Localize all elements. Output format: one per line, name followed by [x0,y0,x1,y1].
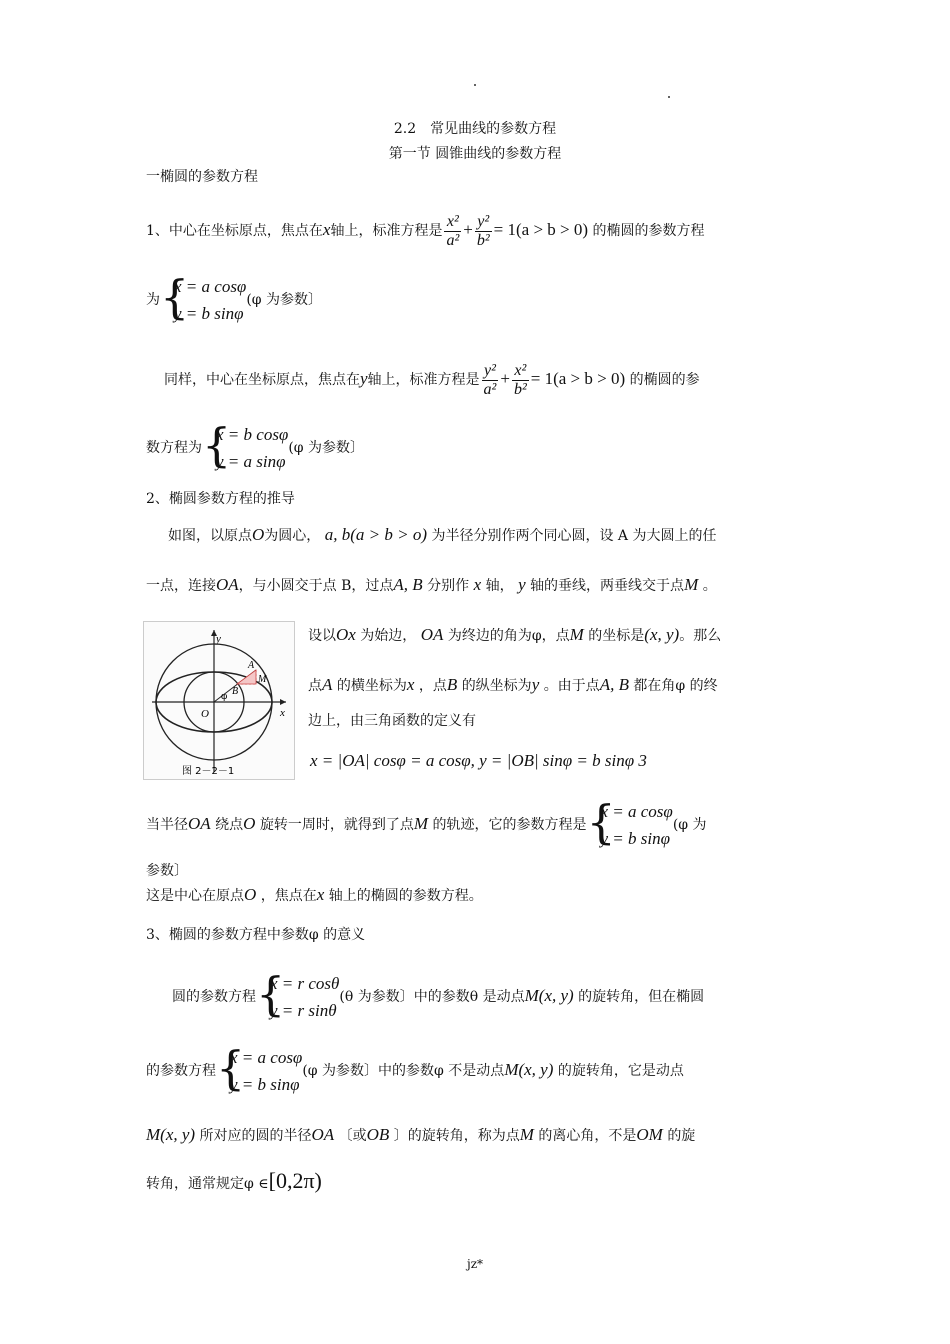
p1-lead: 1、中心在坐标原点，焦点在 [146,223,323,239]
paragraph-4: 一点，连接OA，与小圆交于点 B，过点A, B 分别作 x 轴， y 轴的垂线，两垂线交于点M 。 [146,575,717,594]
system-circle: { x = r cosθ y = r sinθ [256,967,340,1021]
p1b-note: (φ 为参数〕 [246,292,323,308]
p2-tail: 的椭圆的参 [629,372,700,388]
p2-cond: = 1(a > b > 0) [530,369,626,388]
p1-tail: 的椭圆的参数方程 [592,223,705,239]
fig-label-phi: φ [221,692,228,702]
paragraph-6: 点A 的横坐标为x ，点B 的纵坐标为y 。由于点A, B 都在角φ 的终 [308,675,718,694]
paragraph-14: M(x, y) 所对应的圆的半径OA 〔或OB 〕的旋转角，称为点M 的离心角，不是OM 的旋 [146,1125,696,1144]
page-footer: jz* [466,1257,484,1271]
p2-frac1: $\frac{\text{y²}}{\text{a²}}$ [483,361,497,398]
paragraph-2 [164,357,828,401]
p1-cond: = 1(a > b > 0) [493,220,589,239]
paragraph-2b [146,420,810,476]
fig-label-M: M [258,674,267,685]
fig-label-B: B [232,686,239,697]
top-dot-left [474,84,476,86]
paragraph-13: 的参数方程 { x = a cosφ y = b sinφ (φ 为参数〕中的参数φ 不是动点M(x, y) 的旋转角，它是动点 [146,1042,810,1098]
fig-label-A: A [248,660,255,671]
paragraph-11: 这是中心在原点O ，焦点在x 轴上的椭圆的参数方程。 [146,885,483,904]
system-ellipse-param: { x = a cosφ y = b sinφ [216,1041,303,1095]
page-title: 2.2 常见曲线的参数方程 [393,121,557,137]
p2-y: y [360,369,368,388]
section-title: 第一节 圆锥曲线的参数方程 [388,146,562,162]
p1-plus: + [463,220,473,239]
system-ellipse-x: { x = a cosφ y = b sinφ [160,270,247,324]
paragraph-9: 当半径OA 绕点O 旋转一周时，就得到了点M 的轨迹，它的参数方程是 { x = a cosφ y = b sinφ (φ 为 [146,796,810,852]
heading-meaning: 3、椭圆的参数方程中参数φ 的意义 [146,927,366,943]
p1-frac1: $\frac{\text{x²}}{\text{a²}}$ [446,212,460,249]
paragraph-1 [146,208,810,252]
p2-lead: 同样，中心在坐标原点，焦点在 [164,372,360,388]
paragraph-3: 如图，以原点O为圆心， a, b(a > b > o) 为半径分别作两个同心圆，设 A 为大圆上的任 [168,525,717,544]
system-trajectory: { x = a cosφ y = b sinφ [586,795,673,849]
fig-label-O: O [201,708,209,720]
top-dot-right [668,96,670,98]
figure-concentric-circles [143,621,295,780]
p2-plus: + [500,369,510,388]
figure-svg [144,622,294,779]
p2-mid: 轴上，标准方程是 [367,372,480,388]
system-ellipse-y: { x = b cosφ y = a sinφ [202,418,289,472]
paragraph-7: 边上，由三角函数的定义有 [308,713,476,729]
fig-label-y: y [216,633,221,645]
p2b-lead: 数方程为 [146,440,202,456]
paragraph-15: 转角，通常规定φ ∈[0,2π) [146,1168,322,1193]
heading-derivation: 2、椭圆参数方程的推导 [146,491,295,507]
p2-frac2: $\frac{\text{x²}}{\text{b²}}$ [513,361,527,398]
p1-frac2: $\frac{\text{y²}}{\text{b²}}$ [476,212,490,249]
fig-label-x: x [280,707,285,719]
heading-ellipse: 一椭圆的参数方程 [146,169,258,185]
paragraph-8-equation: x = |OA| cosφ = a cosφ, y = |OB| sinφ = b sinφ 3 [310,751,647,770]
figure-caption: 图 2－2－1 [182,766,235,777]
p1-x: x [322,220,331,239]
paragraph-5: 设以Ox 为始边， OA 为终边的角为φ，点M 的坐标是(x, y)。那么 [308,625,722,644]
paragraph-10: 参数〕 [146,863,188,879]
p2b-note: (φ 为参数〕 [288,440,365,456]
p1-mid: 轴上，标准方程是 [330,223,443,239]
paragraph-1b [146,272,810,328]
paragraph-12: 圆的参数方程 { x = r cosθ y = r sinθ (θ 为参数〕中的参数θ 是动点M(x, y) 的旋转角，但在椭圆 [172,968,812,1024]
p1b-lead: 为 [146,292,160,308]
